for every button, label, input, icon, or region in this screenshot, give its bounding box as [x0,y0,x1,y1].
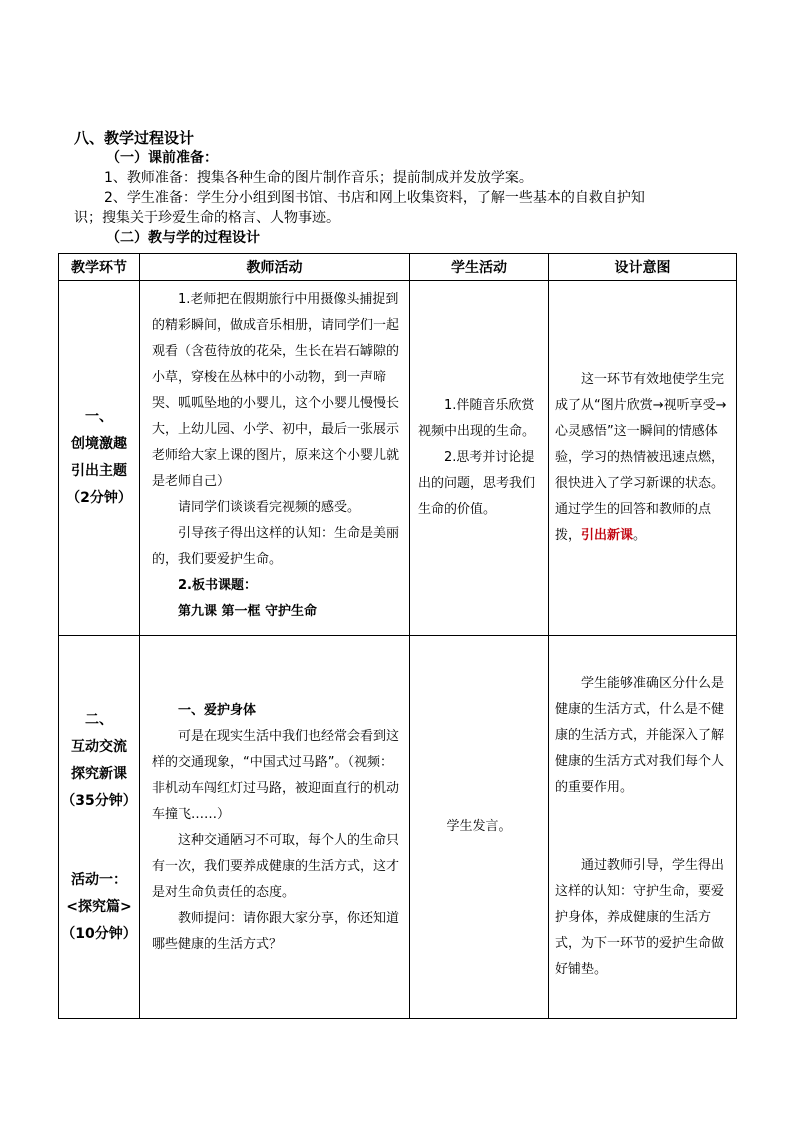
student-text: 2.思考并讨论提出的问题，思考我们生命的价值。 [418,450,536,517]
activity-time: （10分钟） [61,925,137,942]
stage-name-line2: 引出主题 [71,463,127,479]
teacher-text: 引导孩子得出这样的认知：生命是美丽的，我们要爱护生命。 [152,526,400,567]
activity-name: <探究篇> [66,898,132,915]
header-design-intent: 设计意图 [549,254,737,281]
student-text: 学生发言。 [446,819,512,834]
student-activity-cell [410,636,549,1019]
board-title-label: 2.板书课题： [178,578,257,593]
stage-cell [59,636,140,1019]
section-header [74,128,754,248]
table-header-row [59,254,737,281]
design-intent-cell [549,636,737,1019]
stage-number: 二、 [85,711,113,728]
intent-main-text: 这一环节有效地使学生完成了从“图片欣赏→视听享受→心灵感悟”这一瞬间的情感体验，学习的热情被迅速点燃，很快进入了学习新课的状态。通过学生的回答和教师的点拨， [555,372,727,543]
student-activity-cell [410,281,549,636]
header-stage: 教学环节 [59,254,140,281]
intent-text [555,367,730,549]
teacher-prep-text: 1、教师准备：搜集各种生命的图片制作音乐；提前制成并发放学案。 [104,170,533,186]
stage-name-line1: 互动交流 [71,738,127,755]
student-prep-line2: 识；搜集关于珍爱生命的格言、人物事迹。 [74,210,340,226]
lesson-title: 第九课 第一框 守护生命 [178,604,318,619]
lesson-process-table [58,253,737,1019]
stage-name-line2: 探究新课 [71,765,127,782]
teacher-text: 请同学们谈谈看完视频的感受。 [178,500,361,515]
stage-time: （2分钟） [66,490,132,506]
student-prep-line1: 2、学生准备：学生分小组到图书馆、书店和网上收集资料，了解一些基本的自救自护知 [104,190,645,206]
intent-text: 学生能够准确区分什么是健康的生活方式，什么是不健康的生活方式，并能深入了解健康的生活方式对我们每个人的重要作用。 [555,676,725,795]
stage-time: （35分钟） [61,792,137,809]
section-title: 八、教学过程设计 [74,129,195,147]
design-intent-cell [549,281,737,636]
student-text: 1.伴随音乐欣赏视频中出现的生命。 [418,398,536,439]
teacher-activity-cell [140,636,410,1019]
teacher-text: 教师提问：请你跟大家分享，你还知道哪些健康的生活方式？ [152,911,400,952]
header-teacher-activity: 教师活动 [140,254,410,281]
student-prep-text [74,188,754,228]
subsection-process-title: （二）教与学的过程设计 [106,230,260,246]
intent-highlight: 引出新课 [581,528,634,543]
activity-label: 活动一： [71,871,127,888]
teacher-text: 1.老师把在假期旅行中用摄像头捕捉到的精彩瞬间，做成音乐相册，请同学们一起观看（含苞待放的花朵，生长在岩石罅隙的小草，穿梭在丛林中的小动物，到一声啼哭、呱呱坠地的小婴儿，这个小婴儿慢慢长大，上幼儿园、小学、初中，最后一张展示老师给大家上课的图片，原来这个小婴儿就是老师自己） [152,292,400,489]
intent-end: 。 [633,528,647,543]
table-row [59,281,737,636]
subsection-prep-title: （一）课前准备： [106,150,218,166]
teacher-text: 这种交通陋习不可取，每个人的生命只有一次，我们要养成健康的生活方式，这才是对生命负责任的态度。 [152,833,400,900]
stage-name-line1: 创境激趣 [71,436,127,452]
intent-text: 通过教师引导，学生得出这样的认知：守护生命，要爱护身体，养成健康的生活方式，为下一环节的爱护生命做好铺垫。 [555,858,725,977]
stage-cell [59,281,140,636]
teacher-text: 可是在现实生活中我们也经常会看到这样的交通现象，“中国式过马路”。（视频：非机动车闯红灯过马路，被迎面直行的机动车撞飞……） [152,729,400,822]
stage-number: 一、 [85,409,113,425]
header-student-activity: 学生活动 [410,254,549,281]
teacher-section-title: 一、爱护身体 [178,703,257,718]
teacher-activity-cell [140,281,410,636]
table-row [59,636,737,1019]
